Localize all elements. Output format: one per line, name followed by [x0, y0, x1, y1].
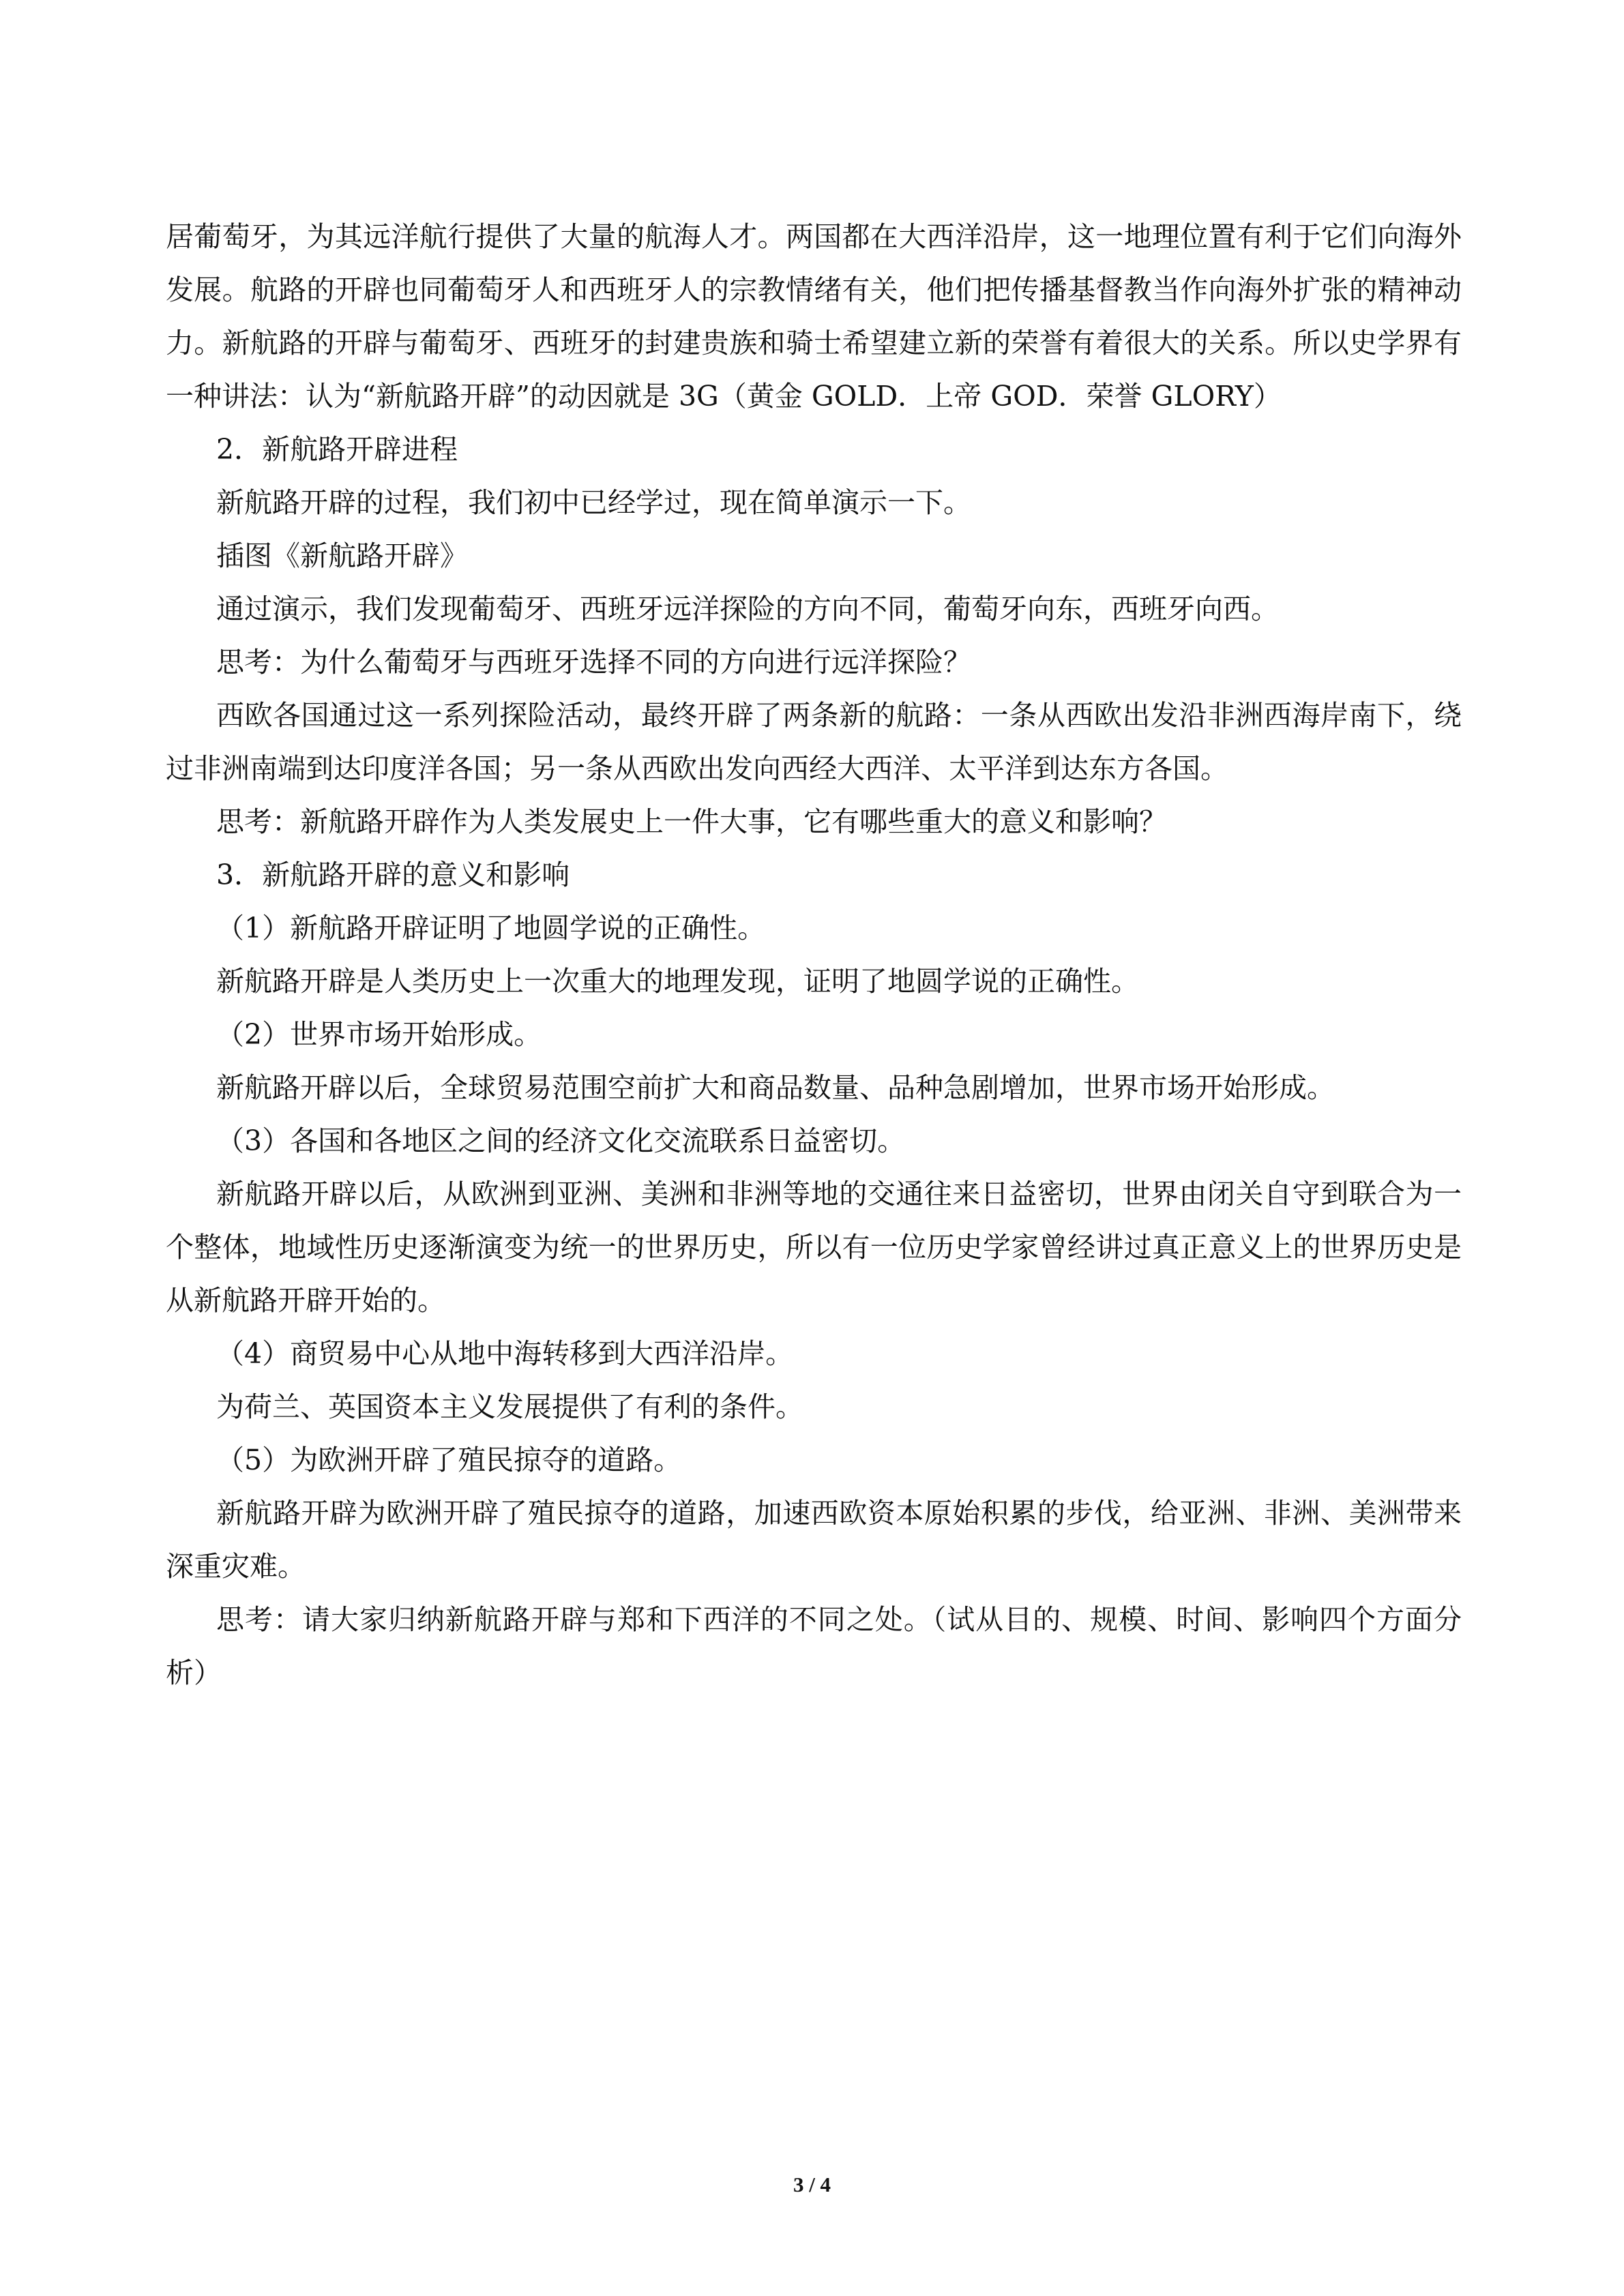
- point-5-heading: （5）为欧洲开辟了殖民掠夺的道路。: [216, 1444, 682, 1476]
- paragraph-continuation-3g: 居葡萄牙，为其远洋航行提供了大量的航海人才。两国都在大西洋沿岸，这一地理位置有利于它们向海外发展。航路的开辟也同葡萄牙人和西班牙人的宗教情绪有关，他们把传播基督教当作向海外扩张的精神动力。新航路的开辟与葡萄牙、西班牙的封建贵族和骑士希望建立新的荣誉有着很大的关系。所以史学界有一种讲法：认为“新航路开辟”的动因就是 3G（黄金 GOLD．上帝 GOD．荣誉 GLORY）: [166, 220, 1462, 413]
- point-2-text: 新航路开辟以后，全球贸易范围空前扩大和商品数量、品种急剧增加，世界市场开始形成。: [216, 1071, 1335, 1104]
- figure-caption-new-routes: 插图《新航路开辟》: [216, 539, 468, 572]
- question-directions: 思考：为什么葡萄牙与西班牙选择不同的方向进行远洋探险？: [216, 646, 971, 679]
- point-4-heading: （4）商贸易中心从地中海转移到大西洋沿岸。: [216, 1337, 794, 1370]
- question-significance: 思考：新航路开辟作为人类发展史上一件大事，它有哪些重大的意义和影响？: [216, 805, 1167, 838]
- point-2-heading: （2）世界市场开始形成。: [216, 1018, 542, 1051]
- section-heading-significance: 3．新航路开辟的意义和影响: [216, 859, 570, 891]
- point-3-text: 新航路开辟以后，从欧洲到亚洲、美洲和非洲等地的交通往来日益密切，世界由闭关自守到联合为一个整体，地域性历史逐渐演变为统一的世界历史，所以有一位历史学家曾经讲过真正意义上的世界历史是从新航路开辟开始的。: [166, 1178, 1462, 1317]
- point-1-text: 新航路开辟是人类历史上一次重大的地理发现，证明了地圆学说的正确性。: [216, 965, 1139, 998]
- page-number: 3 / 4: [793, 2173, 831, 2196]
- point-5-text: 新航路开辟为欧洲开辟了殖民掠夺的道路，加速西欧资本原始积累的步伐，给亚洲、非洲、美洲带来深重灾难。: [166, 1497, 1462, 1583]
- question-compare-zheng-he: 思考：请大家归纳新航路开辟与郑和下西洋的不同之处。（试从目的、规模、时间、影响四个方面分析）: [166, 1603, 1462, 1689]
- paragraph-demo-intro: 新航路开辟的过程，我们初中已经学过，现在简单演示一下。: [216, 486, 971, 519]
- point-3-heading: （3）各国和各地区之间的经济文化交流联系日益密切。: [216, 1124, 906, 1157]
- paragraph-directions: 通过演示，我们发现葡萄牙、西班牙远洋探险的方向不同，葡萄牙向东，西班牙向西。: [216, 593, 1279, 625]
- section-heading-route-progress: 2．新航路开辟进程: [216, 433, 458, 466]
- paragraph-two-routes: 西欧各国通过这一系列探险活动，最终开辟了两条新的航路：一条从西欧出发沿非洲西海岸南下，绕过非洲南端到达印度洋各国；另一条从西欧出发向西经大西洋、太平洋到达东方各国。: [166, 699, 1462, 785]
- point-1-heading: （1）新航路开辟证明了地圆学说的正确性。: [216, 912, 766, 944]
- point-4-text: 为荷兰、英国资本主义发展提供了有利的条件。: [216, 1390, 803, 1423]
- document-body: [166, 210, 1462, 1699]
